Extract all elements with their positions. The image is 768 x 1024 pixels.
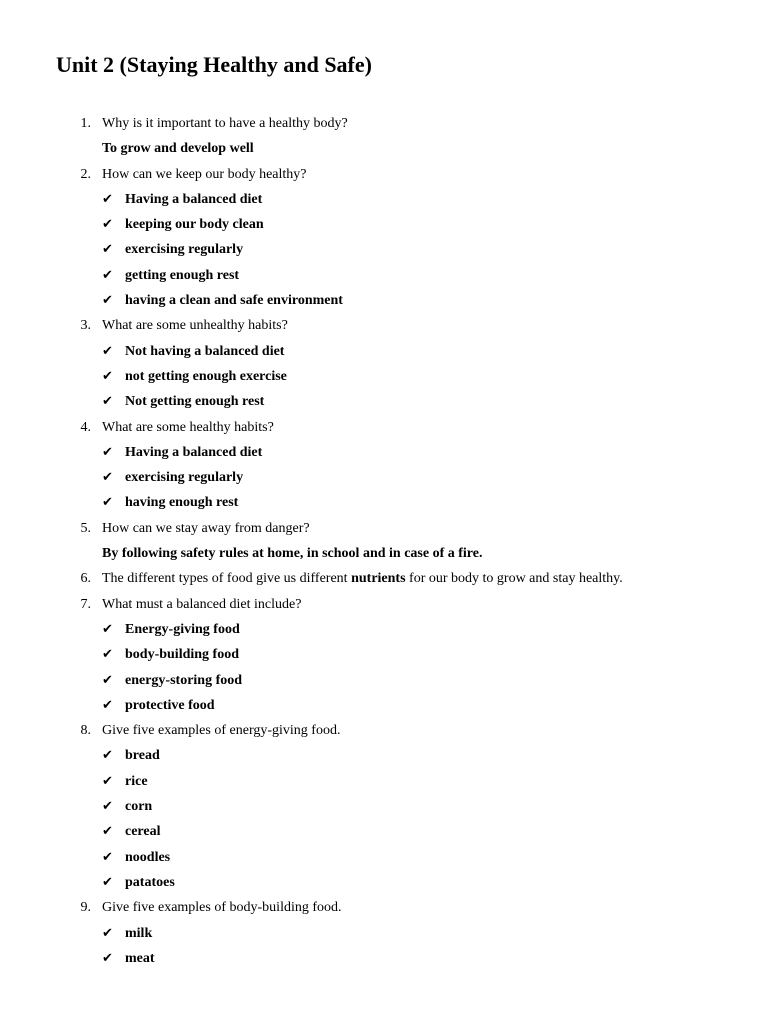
bullet-item [0,819,768,844]
bullet-text: getting enough rest [125,267,240,283]
answer-text: To grow and develop well [102,141,254,157]
bullet-text: energy-storing food [125,672,243,688]
bullet-item [0,364,768,389]
question-text [102,566,623,591]
bullet-item [0,617,768,642]
answer-1 [0,136,768,161]
question-number: 5. [80,520,91,536]
bullet-item [0,339,768,364]
bullet-item [0,743,768,768]
question-text: Give five examples of body-building food. [102,900,342,916]
bullet-text: exercising regularly [125,242,244,258]
checkmark-icon: ✔ [102,368,113,384]
checkmark-icon: ✔ [102,267,113,283]
checkmark-icon: ✔ [102,824,113,840]
bullet-text: bread [125,748,160,764]
checkmark-icon: ✔ [102,343,113,359]
bullet-item [0,845,768,870]
bullet-item [0,465,768,490]
bullet-text: exercising regularly [125,470,244,486]
bullet-item [0,668,768,693]
question-text: What must a balanced diet include? [102,596,302,612]
bullet-text: Having a balanced diet [125,191,263,207]
bullet-item [0,389,768,414]
bullet-text: Energy-giving food [125,621,240,637]
bullet-item [0,946,768,971]
checkmark-icon: ✔ [102,495,113,511]
bullet-item [0,212,768,237]
bullet-text: patatoes [125,874,175,890]
bullet-text: having a clean and safe environment [125,293,343,309]
bullet-item [0,870,768,895]
checkmark-icon: ✔ [102,394,113,410]
question-number: 7. [80,596,91,612]
checkmark-icon: ✔ [102,950,113,966]
checkmark-icon: ✔ [102,748,113,764]
question-text: How can we stay away from danger? [102,520,310,536]
question-text: Why is it important to have a healthy body? [102,116,348,131]
question-7 [0,592,768,617]
checkmark-icon: ✔ [102,242,113,258]
bullet-text: rice [125,773,148,789]
question-text: Give five examples of energy-giving food. [102,723,341,739]
bullet-text: keeping our body clean [125,217,264,233]
question-5 [0,516,768,541]
bullet-item [0,769,768,794]
bullet-item [0,237,768,262]
question-4 [0,415,768,440]
checkmark-icon: ✔ [102,773,113,789]
checkmark-icon: ✔ [102,672,113,688]
bullet-text: protective food [125,697,215,713]
question-number: 9. [80,900,91,916]
question-6 [0,566,768,591]
bullet-text: milk [125,925,153,941]
question-text-part: The different types of food give us different [102,571,352,587]
checkmark-icon: ✔ [102,191,113,207]
question-text-part: for our body to grow and stay healthy. [405,571,623,587]
checkmark-icon: ✔ [102,874,113,890]
bullet-text: noodles [125,849,171,865]
checkmark-icon: ✔ [102,849,113,865]
checkmark-icon: ✔ [102,647,113,663]
question-3 [0,313,768,338]
bullet-text: Not getting enough rest [125,394,265,410]
question-1 [0,111,768,136]
bullet-text: having enough rest [125,495,239,511]
question-9 [0,895,768,920]
question-text: What are some healthy habits? [102,419,274,435]
bullet-text: meat [125,950,155,966]
question-number: 8. [80,723,91,739]
checkmark-icon: ✔ [102,217,113,233]
question-number: 1. [80,116,91,131]
answer-5 [0,541,768,566]
question-number: 3. [80,318,91,334]
bullet-text: Not having a balanced diet [125,343,285,359]
bullet-item [0,288,768,313]
question-list [0,111,768,971]
bullet-item [0,693,768,718]
checkmark-icon: ✔ [102,470,113,486]
page-title: Unit 2 (Staying Healthy and Safe) [56,52,372,77]
bullet-item [0,921,768,946]
question-text: How can we keep our body healthy? [102,166,307,182]
bullet-item [0,490,768,515]
bullet-text: corn [125,799,153,815]
question-8 [0,718,768,743]
bullet-text: not getting enough exercise [125,368,287,384]
bullet-text: body-building food [125,647,239,663]
question-number: 2. [80,166,91,182]
emphasized-word: nutrients [351,571,406,587]
checkmark-icon: ✔ [102,444,113,460]
question-text: What are some unhealthy habits? [102,318,288,334]
bullet-item [0,642,768,667]
question-number: 6. [80,571,91,587]
question-number: 4. [80,419,91,435]
question-2 [0,162,768,187]
answer-text: By following safety rules at home, in school and in case of a fire. [102,546,483,562]
checkmark-icon: ✔ [102,925,113,941]
checkmark-icon: ✔ [102,621,113,637]
bullet-text: cereal [125,824,161,840]
checkmark-icon: ✔ [102,293,113,309]
bullet-text: Having a balanced diet [125,444,263,460]
bullet-item [0,440,768,465]
checkmark-icon: ✔ [102,799,113,815]
bullet-item [0,794,768,819]
bullet-item [0,263,768,288]
checkmark-icon: ✔ [102,697,113,713]
bullet-item [0,187,768,212]
